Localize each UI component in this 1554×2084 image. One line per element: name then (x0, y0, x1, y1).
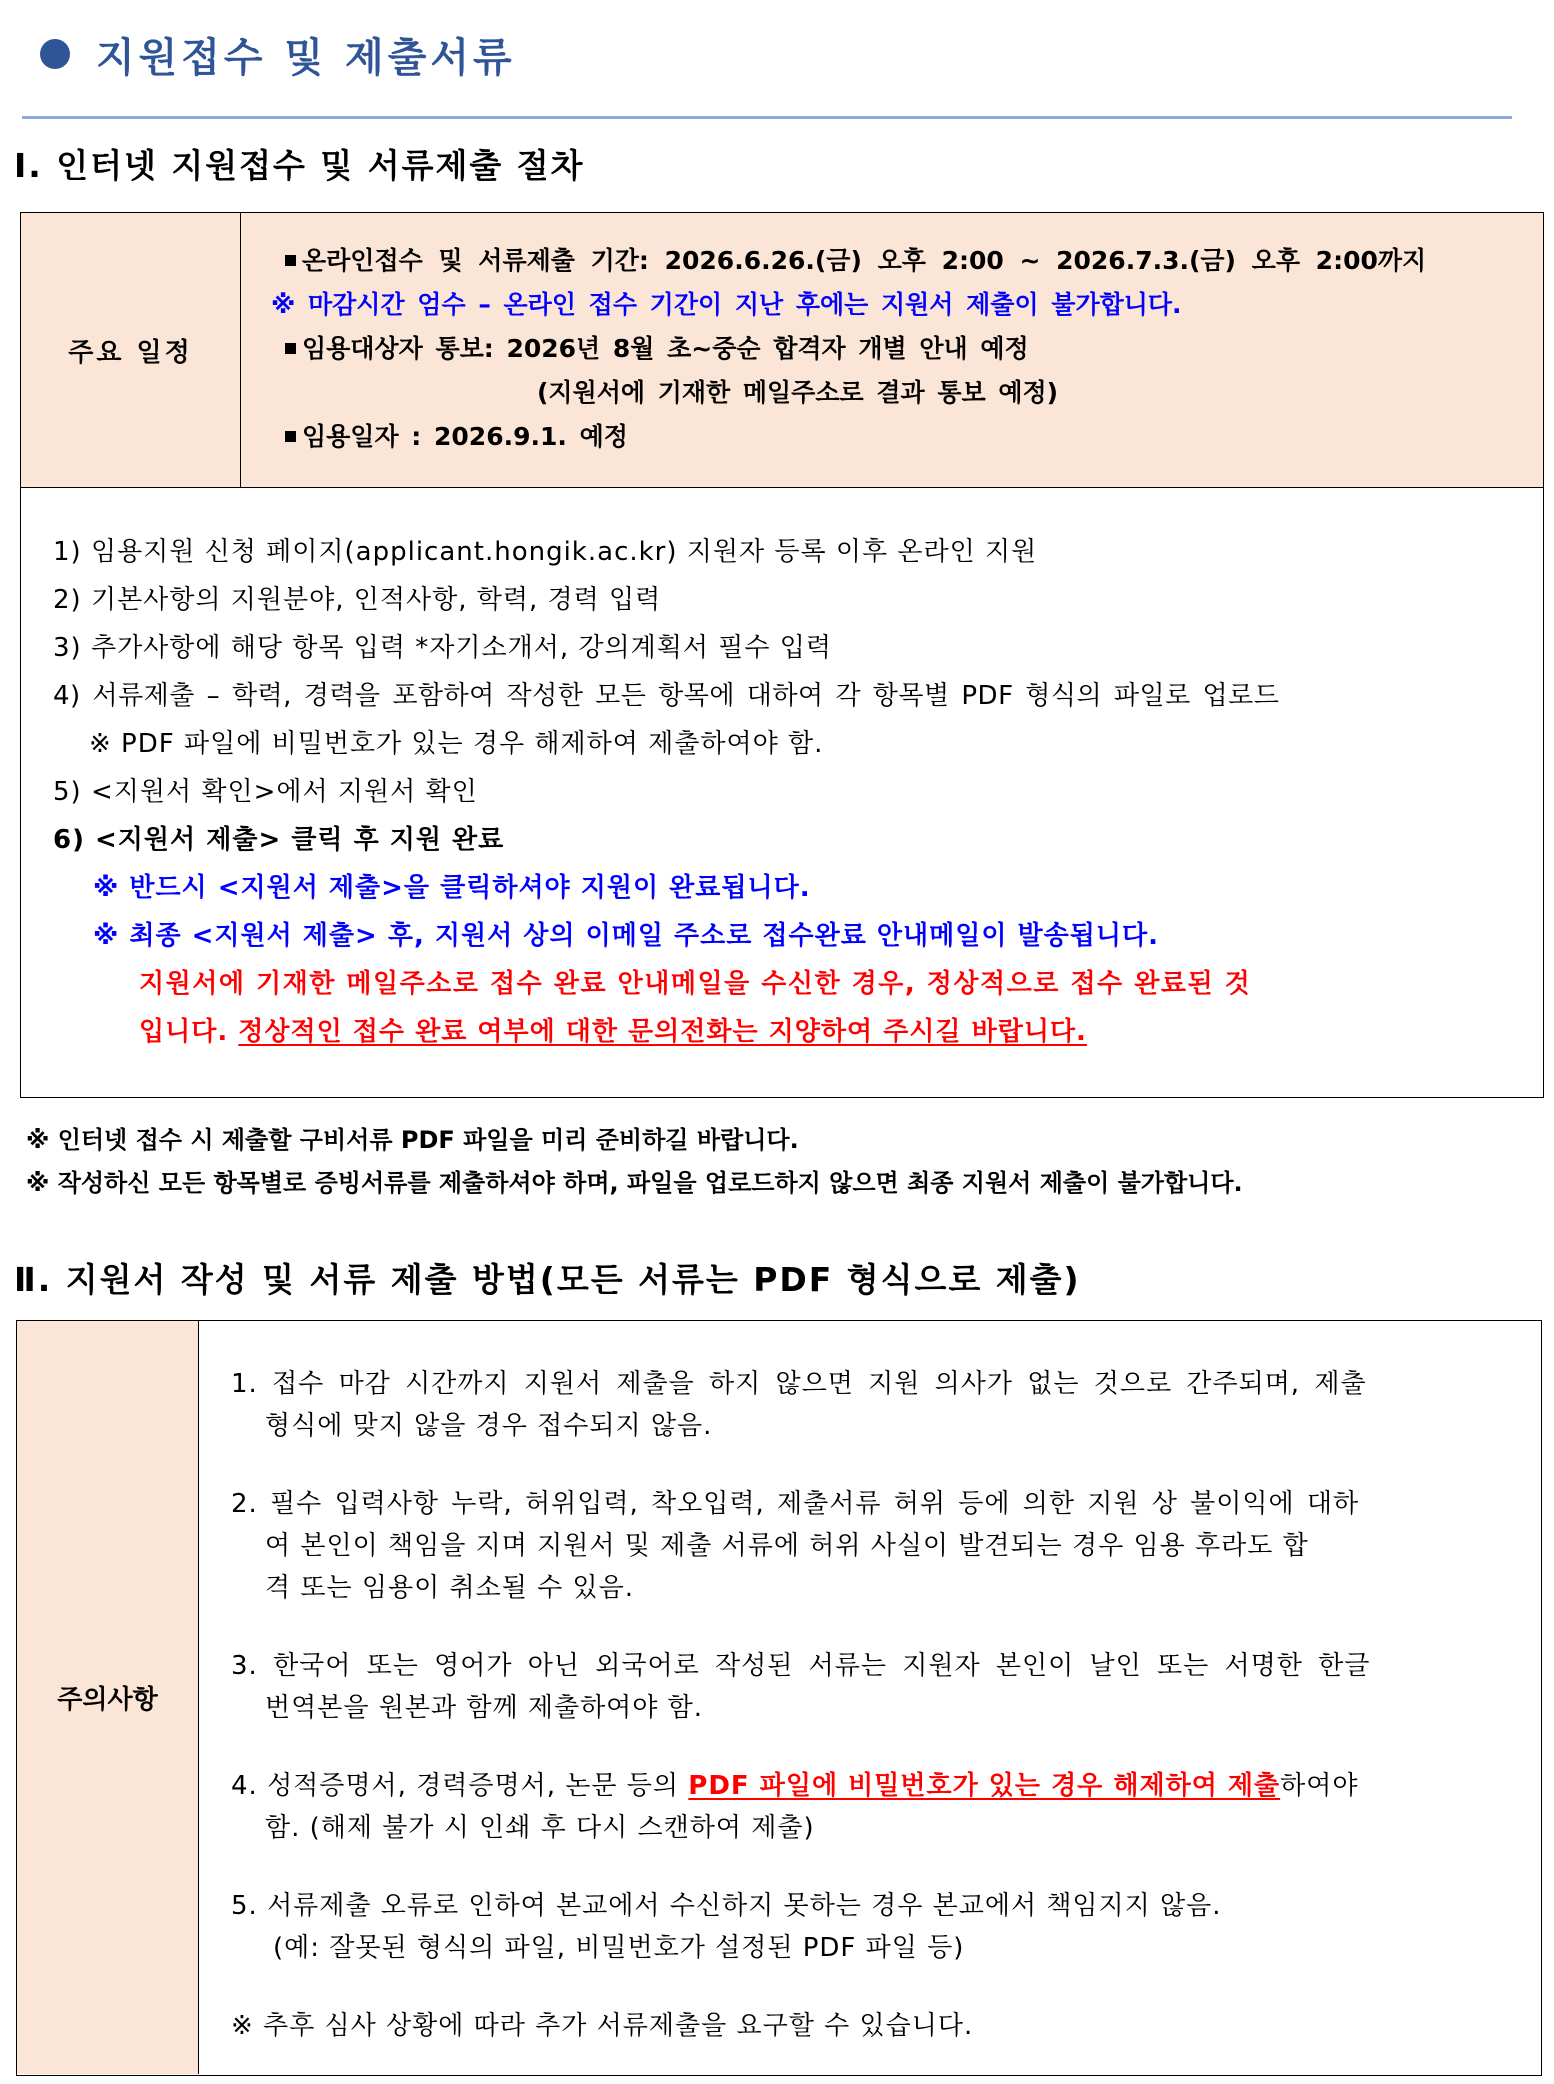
schedule-notice: 임용대상자 통보: 2026년 8월 초~중순 합격자 개별 안내 예정 (285, 329, 1029, 365)
step-6-note-3: 지원서에 기재한 메일주소로 접수 완료 안내메일을 수신한 경우, 정상적으로 접수 완료된 것 (139, 969, 1252, 999)
caution-item-4-line-2: 함. (해제 불가 시 인쇄 후 다시 스캔하여 제출) (265, 1813, 815, 1843)
header-divider (22, 116, 1512, 119)
caution-item-1-line-2: 형식에 맞지 않을 경우 접수되지 않음. (265, 1411, 713, 1441)
caution-box (16, 1320, 1542, 2076)
section1-title: I. 인터넷 지원접수 및 서류제출 절차 (14, 146, 585, 185)
schedule-appointment-date: 임용일자 : 2026.9.1. 예정 (285, 417, 628, 453)
caution-item-1-line-1: 1. 접수 마감 시간까지 지원서 제출을 하지 않으면 지원 의사가 없는 것으로 간주되며, 제출 (231, 1369, 1367, 1399)
caution-item-2-line-3: 격 또는 임용이 취소될 수 있음. (265, 1573, 634, 1603)
schedule-notice-sub: (지원서에 기재한 메일주소로 결과 통보 예정) (537, 378, 1059, 407)
procedure-box (20, 212, 1544, 1098)
step-3: 3) 추가사항에 해당 항목 입력 *자기소개서, 강의계획서 필수 입력 (53, 633, 832, 663)
caution-item-2-line-2: 여 본인이 책임을 지며 지원서 및 제출 서류에 허위 사실이 발견되는 경우 임용 후라도 합 (265, 1531, 1309, 1561)
caution-item-3-line-1: 3. 한국어 또는 영어가 아닌 외국어로 작성된 서류는 지원자 본인이 날인 또는 서명한 한글 (231, 1651, 1371, 1681)
step-6: 6) <지원서 제출> 클릭 후 지원 완료 (53, 825, 505, 855)
inquiry-warning: 정상적인 접수 완료 여부에 대한 문의전화는 지양하여 주시길 바랍니다. (238, 1017, 1087, 1047)
caution-item-2-line-1: 2. 필수 입력사항 누락, 허위입력, 착오입력, 제출서류 허위 등에 의한 지원 상 불이익에 대하 (231, 1489, 1360, 1519)
caution-item-5-line-2: (예: 잘못된 형식의 파일, 비밀번호가 설정된 PDF 파일 등) (273, 1933, 965, 1963)
schedule-label-cell (21, 213, 241, 488)
page-title: 지원접수 및 제출서류 (96, 34, 516, 81)
note-1: ※ 인터넷 접수 시 제출할 구비서류 PDF 파일을 미리 준비하길 바랍니다. (26, 1126, 799, 1154)
schedule-label: 주요 일정 (68, 337, 193, 368)
circle-bullet-icon (40, 39, 70, 69)
step-6-note-2: ※ 최종 <지원서 제출> 후, 지원서 상의 이메일 주소로 접수완료 안내메일이 발송됩니다. (93, 921, 1159, 951)
step-2: 2) 기본사항의 지원분야, 인적사항, 학력, 경력 입력 (53, 585, 662, 615)
schedule-period: 온라인접수 및 서류제출 기간: 2026.6.26.(금) 오후 2:00 ~ 2026.7.3.(금) 오후 2:00까지 (285, 241, 1426, 277)
caution-label-cell (17, 1321, 199, 2074)
schedule-deadline-warning: ※ 마감시간 엄수 – 온라인 접수 기간이 지난 후에는 지원서 제출이 불가합니다. (271, 290, 1182, 319)
step-4: 4) 서류제출 – 학력, 경력을 포함하여 작성한 모든 항목에 대하여 각 항목별 PDF 형식의 파일로 업로드 (53, 681, 1280, 711)
caution-content-cell (199, 1321, 1541, 2074)
square-bullet-icon (285, 255, 296, 266)
caution-item-4-line-1: 4. 성적증명서, 경력증명서, 논문 등의 PDF 파일에 비밀번호가 있는 경우 해제하여 제출하여야 (231, 1771, 1359, 1801)
caution-item-3-line-2: 번역본을 원본과 함께 제출하여야 함. (265, 1693, 704, 1723)
step-6-note-4: 입니다. 정상적인 접수 완료 여부에 대한 문의전화는 지양하여 주시길 바랍니다. (139, 1017, 1087, 1047)
note-2: ※ 작성하신 모든 항목별로 증빙서류를 제출하셔야 하며, 파일을 업로드하지 않으면 최종 지원서 제출이 불가합니다. (26, 1169, 1243, 1197)
caution-item-5-line-1: 5. 서류제출 오류로 인하여 본교에서 수신하지 못하는 경우 본교에서 책임지지 않음. (231, 1891, 1222, 1921)
section2-title: Ⅱ. 지원서 작성 및 서류 제출 방법(모든 서류는 PDF 형식으로 제출) (14, 1260, 1081, 1299)
step-6-note-1: ※ 반드시 <지원서 제출>을 클릭하셔야 지원이 완료됩니다. (93, 873, 811, 903)
page-header (40, 24, 516, 84)
square-bullet-icon (285, 343, 296, 354)
square-bullet-icon (285, 431, 296, 442)
step-4-note: ※ PDF 파일에 비밀번호가 있는 경우 해제하여 제출하여야 함. (89, 729, 824, 759)
pdf-password-warning: PDF 파일에 비밀번호가 있는 경우 해제하여 제출 (688, 1771, 1281, 1801)
caution-item-6: ※ 추후 심사 상황에 따라 추가 서류제출을 요구할 수 있습니다. (231, 2011, 974, 2041)
caution-label: 주의사항 (57, 1685, 158, 1715)
step-5: 5) <지원서 확인>에서 지원서 확인 (53, 777, 478, 807)
schedule-content-cell (241, 213, 1543, 488)
step-1: 1) 임용지원 신청 페이지(applicant.hongik.ac.kr) 지원자 등록 이후 온라인 지원 (53, 537, 1038, 567)
